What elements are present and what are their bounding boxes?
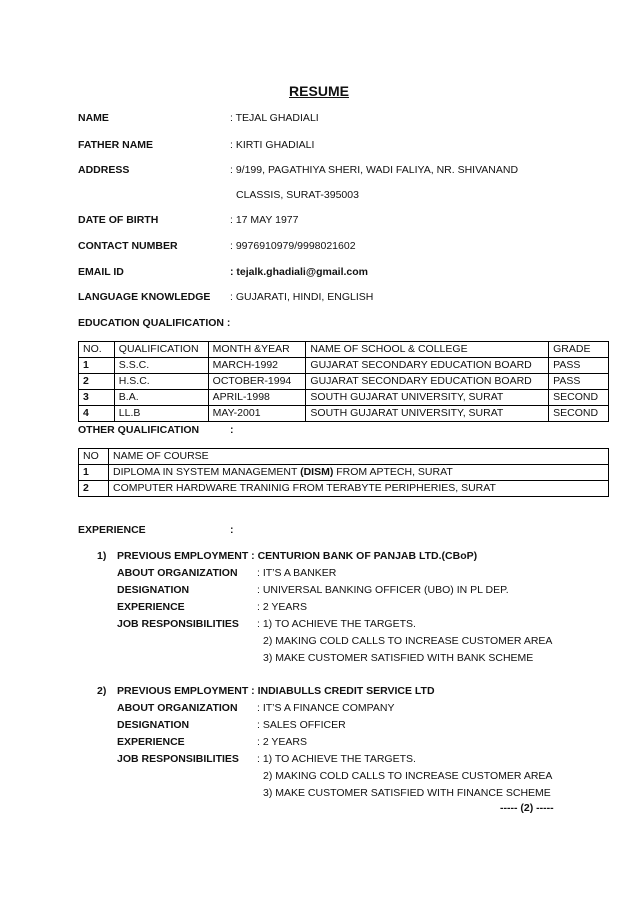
table-row [79,406,609,422]
father-name-value: : KIRTI GHADIALI [230,139,315,151]
designation-value: : UNIVERSAL BANKING OFFICER (UBO) IN PL DEP. [257,584,509,596]
name-value: : TEJAL GHADIALI [230,112,319,124]
table-cell: SOUTH GUJARAT UNIVERSITY, SURAT [306,406,549,422]
email-row [78,264,618,280]
table-cell: 2 [79,374,115,390]
email-label: EMAIL ID [78,266,124,278]
responsibilities-line [97,616,617,633]
column-header: GRADE [549,342,609,358]
table-row [79,465,609,481]
page-title: RESUME [289,83,349,99]
column-header: QUALIFICATION [114,342,208,358]
course-abbrev: (DISM) [300,466,334,478]
name-label: NAME [78,112,109,124]
table-cell: 1 [79,358,115,374]
other-qualification-heading: OTHER QUALIFICATION [78,424,200,436]
table-cell: SOUTH GUJARAT UNIVERSITY, SURAT [306,390,549,406]
table-cell: 4 [79,406,115,422]
responsibility-item: 3) MAKE CUSTOMER SATISFIED WITH FINANCE SCHEME [263,787,551,799]
table-cell: SECOND [549,390,609,406]
experience-label: EXPERIENCE [117,736,185,748]
experience-value: : 2 YEARS [257,601,307,613]
table-row [79,481,609,497]
responsibilities-line [97,633,617,650]
other-qualification-table [78,448,609,497]
table-cell: 3 [79,390,115,406]
contact-label: CONTACT NUMBER [78,240,178,252]
table-row [79,374,609,390]
experience-heading: EXPERIENCE [78,524,146,536]
table-cell: PASS [549,374,609,390]
responsibilities-line [97,650,617,667]
experience-heading-row [78,522,618,538]
address-row [78,162,618,178]
page-number: ----- (2) ----- [500,802,554,814]
column-header: NAME OF SCHOOL & COLLEGE [306,342,549,358]
responsibilities-label: JOB RESPONSIBILITIES [117,753,239,765]
employment-label: PREVIOUS EMPLOYMENT : CENTURION BANK OF PANJAB LTD.(CBoP) [117,550,478,562]
designation-label: DESIGNATION [117,719,190,731]
table-row [79,390,609,406]
designation-line [97,582,617,599]
father-name-row [78,137,618,153]
responsibility-item: 3) MAKE CUSTOMER SATISFIED WITH BANK SCHEME [263,652,534,664]
about-label: ABOUT ORGANIZATION [117,567,238,579]
designation-line [97,717,617,734]
about-value: : IT’S A BANKER [257,567,337,579]
table-cell: GUJARAT SECONDARY EDUCATION BOARD [306,374,549,390]
responsibility-item: : 1) TO ACHIEVE THE TARGETS. [257,753,416,765]
dob-label: DATE OF BIRTH [78,214,159,226]
language-label: LANGUAGE KNOWLEDGE [78,291,211,303]
about-line [97,565,617,582]
contact-row [78,238,618,254]
table-cell: MAY-2001 [208,406,306,422]
designation-value: : SALES OFFICER [257,719,346,731]
table-cell: GUJARAT SECONDARY EDUCATION BOARD [306,358,549,374]
responsibilities-line [97,751,617,768]
course-text-end: FROM APTECH, SURAT [333,466,453,478]
father-name-label: FATHER NAME [78,139,154,151]
table-header-row [79,342,609,358]
table-cell: LL.B [114,406,208,422]
job-number: 2) [97,685,107,697]
table-cell: B.A. [114,390,208,406]
course-text: COMPUTER HARDWARE TRANINIG FROM TERABYTE PERIPHERIES, SURAT [113,482,496,494]
column-header: MONTH &YEAR [208,342,306,358]
table-cell: 2 [79,481,109,497]
about-line [97,700,617,717]
responsibilities-line [97,768,617,785]
education-table [78,341,609,422]
responsibilities-label: JOB RESPONSIBILITIES [117,618,239,630]
table-cell: MARCH-1992 [208,358,306,374]
dob-row [78,212,618,228]
column-header: NO. [79,342,115,358]
responsibility-item: 2) MAKING COLD CALLS TO INCREASE CUSTOMER AREA [263,770,553,782]
address-label: ADDRESS [78,164,130,176]
employment-line [97,548,617,565]
experience-line [97,734,617,751]
language-row [78,289,618,305]
employment-line [97,683,617,700]
table-cell: 1 [79,465,109,481]
responsibility-item: 2) MAKING COLD CALLS TO INCREASE CUSTOMER AREA [263,635,553,647]
experience-line [97,599,617,616]
responsibility-item: : 1) TO ACHIEVE THE TARGETS. [257,618,416,630]
name-row [78,110,618,126]
designation-label: DESIGNATION [117,584,190,596]
employment-label: PREVIOUS EMPLOYMENT : INDIABULLS CREDIT SERVICE LTD [117,685,435,697]
table-row [79,358,609,374]
table-cell: H.S.C. [114,374,208,390]
column-header: NAME OF COURSE [109,449,609,465]
experience-value: : 2 YEARS [257,736,307,748]
table-cell [109,481,609,497]
column-header: NO [79,449,109,465]
table-cell: APRIL-1998 [208,390,306,406]
about-label: ABOUT ORGANIZATION [117,702,238,714]
about-value: : IT’S A FINANCE COMPANY [257,702,395,714]
job-number: 1) [97,550,107,562]
table-cell: OCTOBER-1994 [208,374,306,390]
language-value: : GUJARATI, HINDI, ENGLISH [230,291,374,303]
address-row-2 [78,187,618,203]
table-cell: S.S.C. [114,358,208,374]
address-value-2: CLASSIS, SURAT-395003 [236,189,359,201]
table-cell: SECOND [549,406,609,422]
dob-value: : 17 MAY 1977 [230,214,299,226]
table-cell: PASS [549,358,609,374]
contact-value: : 9976910979/9998021602 [230,240,356,252]
address-value: : 9/199, PAGATHIYA SHERI, WADI FALIYA, NR. SHIVANAND [230,164,519,176]
other-qualification-row [78,422,618,438]
other-qualification-colon: : [230,424,234,436]
email-value: : tejalk.ghadiali@gmail.com [230,266,369,278]
education-heading-row [78,315,618,331]
experience-label: EXPERIENCE [117,601,185,613]
education-heading: EDUCATION QUALIFICATION : [78,317,231,329]
table-cell [109,465,609,481]
responsibilities-line [97,785,617,802]
experience-colon: : [230,524,234,536]
course-text: DIPLOMA IN SYSTEM MANAGEMENT [113,466,301,478]
table-header-row [79,449,609,465]
